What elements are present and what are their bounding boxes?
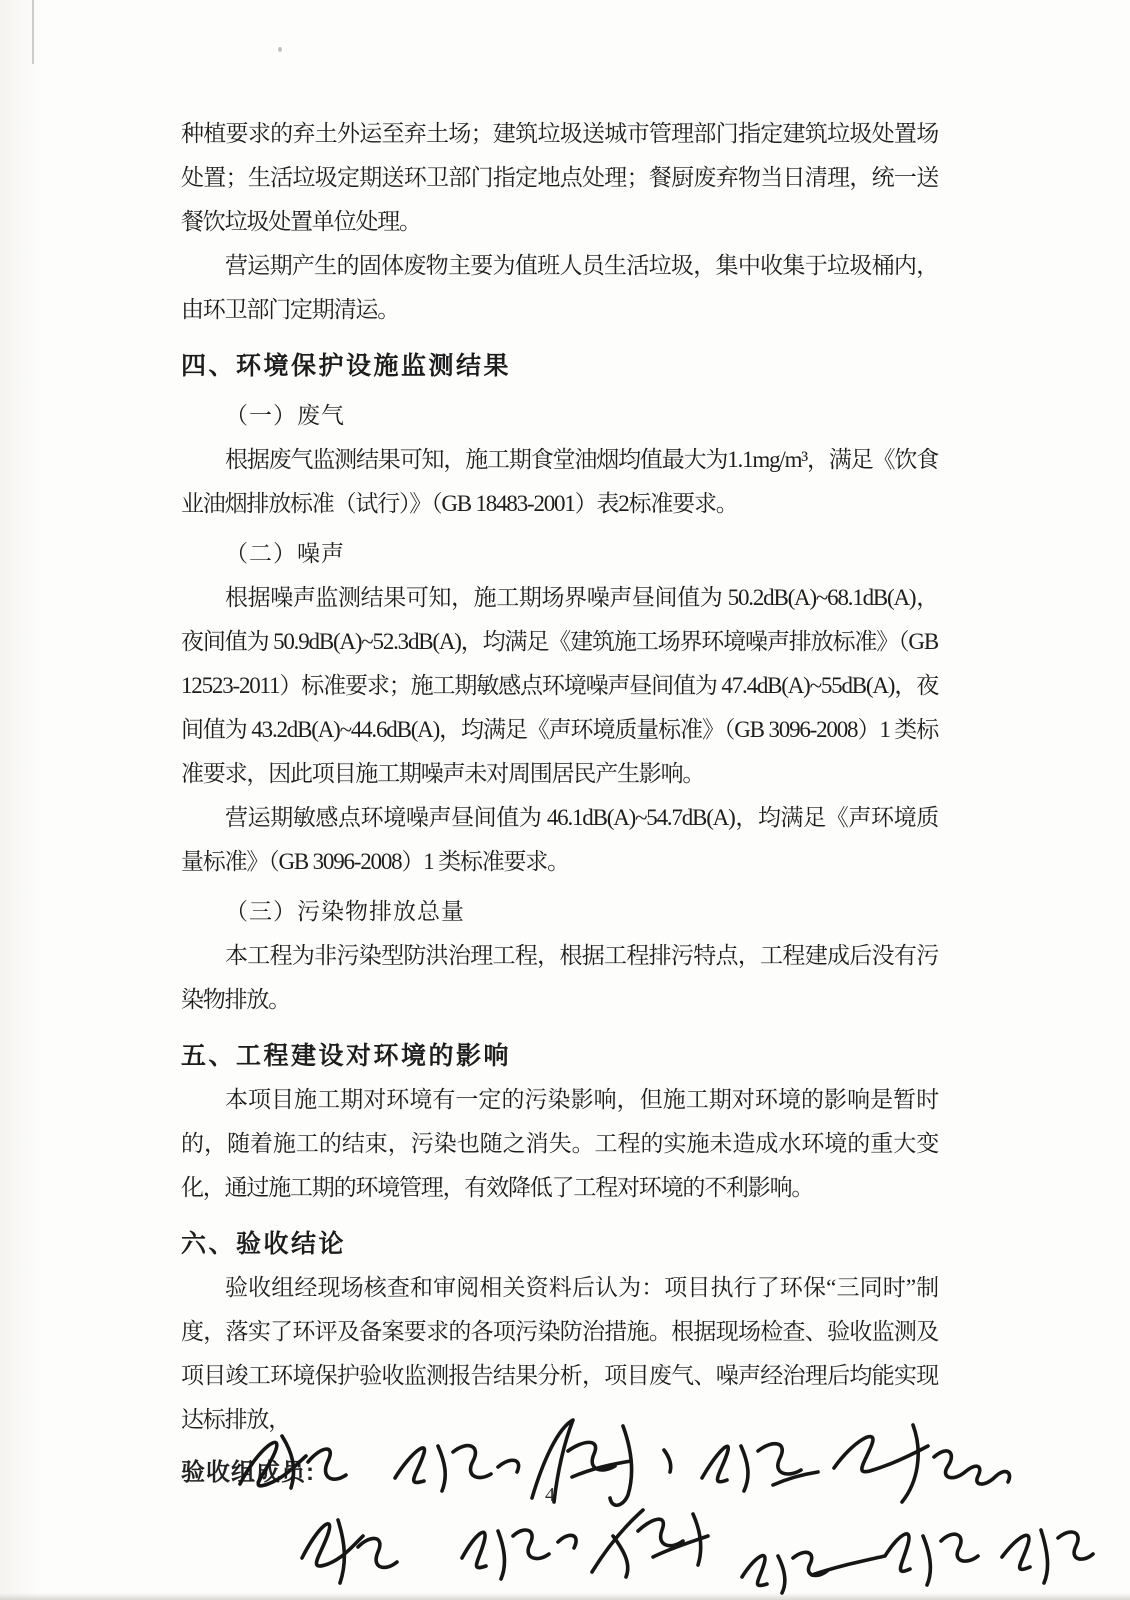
handwritten-signatures (212, 1406, 1102, 1600)
scan-artifact-speck (278, 47, 282, 52)
signature-stroke (592, 1510, 708, 1577)
section-heading: 六、验收结论 (181, 1230, 347, 1258)
document-body (181, 112, 938, 1442)
signature-stroke (1002, 1530, 1093, 1583)
paragraph: 营运期产生的固体废物主要为值班人员生活垃圾，集中收集于垃圾桶内，由环卫部门定期清运。 (181, 253, 938, 322)
acceptance-members-label: 验收组成员: (181, 1459, 315, 1486)
paragraph: 根据噪声监测结果可知，施工期场界噪声昼间值为 50.2dB(A)~68.1dB(A)，夜间值为 50.9dB(A)~52.3dB(A)，均满足《建筑施工场界环境噪声排放标准》（GB 12523-2011）标准要求；施工期敏感点环境噪声昼间值为 47.4dB(A)~55dB(A)，夜间值为 43.2dB(A)~44.6dB(A)，均满足《声环境质量标准》（GB 3096-2008）1 类标准要求，因此项目施工期噪声未对周围居民产生影响。 (181, 585, 938, 786)
paragraph: 营运期敏感点环境噪声昼间值为 46.1dB(A)~54.7dB(A)，均满足《声环境质量标准》（GB 3096-2008）1 类标准要求。 (181, 805, 938, 874)
sub-heading: （二）噪声 (225, 541, 345, 566)
signature-stroke (462, 1530, 576, 1579)
paragraph: 根据废气监测结果可知，施工期食堂油烟均值最大为1.1mg/m³，满足《饮食业油烟排放标准（试行）》（GB 18483-2001）表2标准要求。 (181, 447, 938, 516)
scan-artifact-line (32, 0, 34, 64)
signature-stroke (395, 1446, 519, 1491)
signature-stroke (664, 1450, 671, 1472)
section-heading: 五、工程建设对环境的影响 (181, 1042, 512, 1070)
paragraph: 本项目施工期对环境有一定的污染影响，但施工期对环境的影响是暂时的，随着施工的结束，污染也随之消失。工程的实施未造成水环境的重大变化，通过施工期的环境管理，有效降低了工程对环境的不利影响。 (181, 1087, 938, 1200)
signature-stroke (532, 1420, 632, 1505)
page-number: 4 (545, 1484, 555, 1506)
signature-stroke (240, 1436, 346, 1488)
paragraph: 本工程为非污染型防洪治理工程，根据工程排污特点，工程建成后没有污染物排放。 (181, 943, 938, 1012)
sub-heading: （一）废气 (225, 403, 345, 428)
signature-stroke (302, 1520, 397, 1583)
paragraph: 验收组经现场核查和审阅相关资料后认为：项目执行了环保“三同时”制度，落实了环评及备案要求的各项污染防治措施。根据现场检查、验收监测及项目竣工环境保护验收监测报告结果分析，项目废气、噪声经治理后均能实现达标排放， (181, 1275, 938, 1432)
signature-stroke (812, 1534, 978, 1585)
signature-stroke (834, 1425, 1010, 1502)
paragraph: 种植要求的弃土外运至弃土场；建筑垃圾送城市管理部门指定建筑垃圾处置场处置；生活垃圾定期送环卫部门指定地点处理；餐厨废弃物当日清理，统一送餐饮垃圾处置单位处理。 (181, 121, 938, 234)
signature-stroke (702, 1444, 818, 1491)
sub-heading: （三）污染物排放总量 (225, 899, 465, 924)
section-heading: 四、环境保护设施监测结果 (181, 352, 512, 380)
